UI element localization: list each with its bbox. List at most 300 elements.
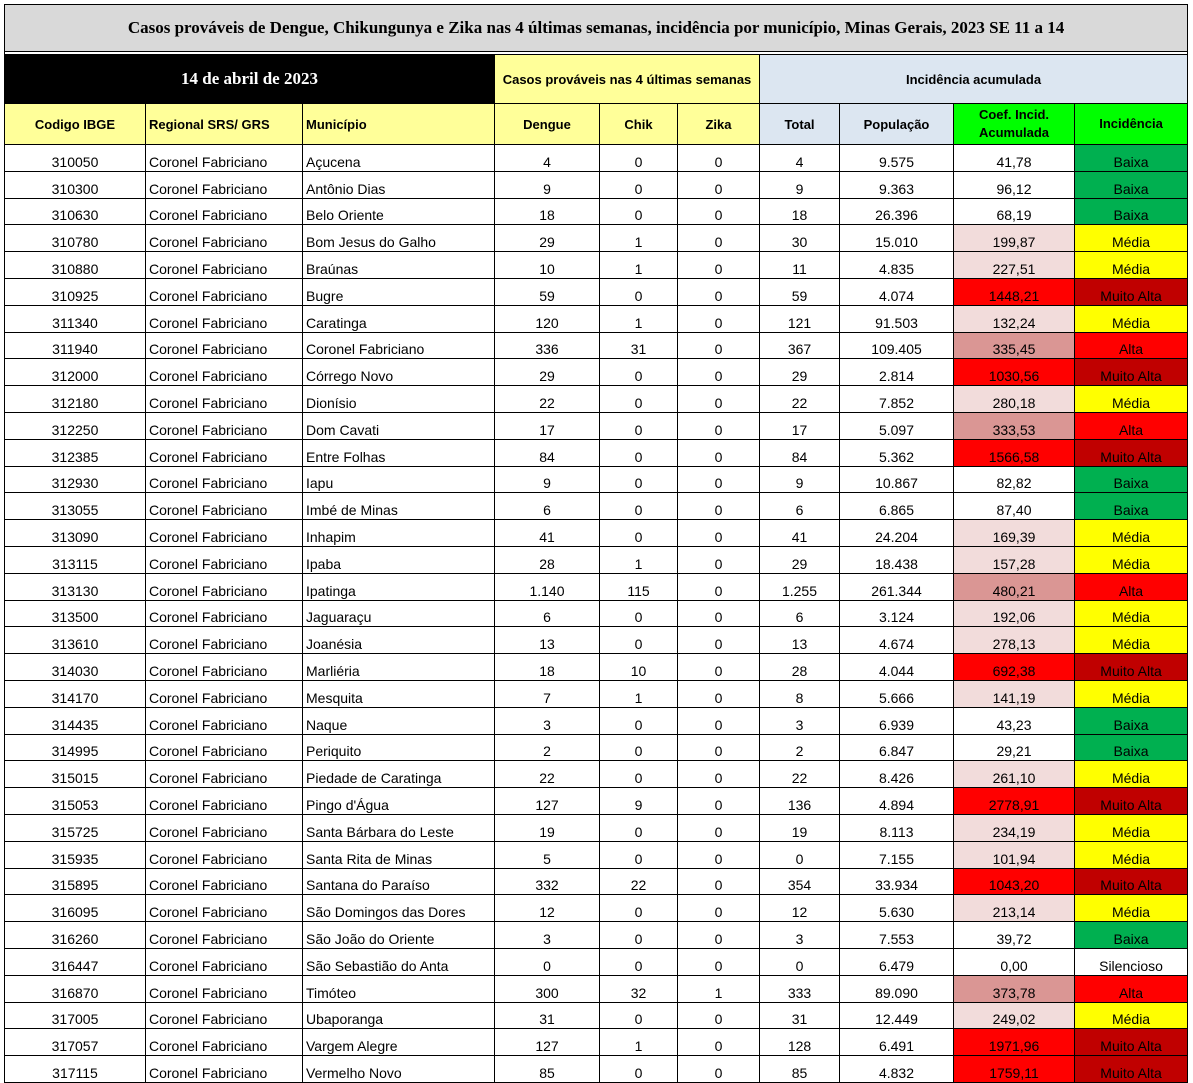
cell-chik: 0 <box>600 412 678 439</box>
cell-zika: 0 <box>678 225 760 252</box>
table-row <box>5 305 1188 332</box>
cell-populacao: 6.491 <box>840 1029 954 1056</box>
cell-zika: 0 <box>678 332 760 359</box>
table-title: Casos prováveis de Dengue, Chikungunya e Zika nas 4 últimas semanas, incidência por município, Minas Gerais, 2023 SE 11 a 14 <box>5 5 1188 52</box>
incidence-table <box>4 4 1188 1083</box>
cell-chik: 0 <box>600 627 678 654</box>
cell-zika: 1 <box>678 975 760 1002</box>
cell-total: 2 <box>760 734 840 761</box>
cell-regional: Coronel Fabriciano <box>146 145 303 172</box>
cell-total: 3 <box>760 707 840 734</box>
col-header-dengue: Dengue <box>495 104 600 145</box>
cell-total: 4 <box>760 145 840 172</box>
cell-regional: Coronel Fabriciano <box>146 171 303 198</box>
cell-municipio: Santa Bárbara do Leste <box>303 814 495 841</box>
cell-populacao: 5.362 <box>840 439 954 466</box>
cell-dengue: 127 <box>495 788 600 815</box>
table-row <box>5 386 1188 413</box>
cell-dengue: 28 <box>495 546 600 573</box>
cell-total: 85 <box>760 1056 840 1083</box>
table-row <box>5 1056 1188 1083</box>
cell-populacao: 5.097 <box>840 412 954 439</box>
cell-dengue: 29 <box>495 359 600 386</box>
cell-total: 11 <box>760 252 840 279</box>
cell-incidencia: Alta <box>1075 412 1188 439</box>
cell-ibge: 317005 <box>5 1002 146 1029</box>
cell-incidencia: Baixa <box>1075 198 1188 225</box>
cell-dengue: 2 <box>495 734 600 761</box>
table-row <box>5 225 1188 252</box>
cell-coef: 278,13 <box>954 627 1075 654</box>
cell-incidencia: Baixa <box>1075 145 1188 172</box>
cell-total: 19 <box>760 814 840 841</box>
cell-coef: 373,78 <box>954 975 1075 1002</box>
cell-zika: 0 <box>678 788 760 815</box>
cell-chik: 31 <box>600 332 678 359</box>
cell-populacao: 4.074 <box>840 278 954 305</box>
cell-regional: Coronel Fabriciano <box>146 573 303 600</box>
cell-zika: 0 <box>678 305 760 332</box>
table-row <box>5 493 1188 520</box>
table-row <box>5 573 1188 600</box>
cell-dengue: 127 <box>495 1029 600 1056</box>
cell-incidencia: Muito Alta <box>1075 868 1188 895</box>
report-date: 14 de abril de 2023 <box>5 55 495 104</box>
cell-dengue: 4 <box>495 145 600 172</box>
cell-dengue: 9 <box>495 171 600 198</box>
col-header-zika: Zika <box>678 104 760 145</box>
cell-total: 0 <box>760 841 840 868</box>
cell-zika: 0 <box>678 252 760 279</box>
cell-incidencia: Muito Alta <box>1075 1029 1188 1056</box>
cell-coef: 169,39 <box>954 520 1075 547</box>
cell-total: 9 <box>760 466 840 493</box>
cell-coef: 68,19 <box>954 198 1075 225</box>
cell-incidencia: Média <box>1075 305 1188 332</box>
cell-incidencia: Muito Alta <box>1075 439 1188 466</box>
cell-coef: 43,23 <box>954 707 1075 734</box>
cell-coef: 157,28 <box>954 546 1075 573</box>
table-row <box>5 788 1188 815</box>
cell-regional: Coronel Fabriciano <box>146 546 303 573</box>
cell-chik: 0 <box>600 1056 678 1083</box>
table-body <box>5 145 1188 1083</box>
cell-chik: 1 <box>600 1029 678 1056</box>
cell-ibge: 310925 <box>5 278 146 305</box>
table-row <box>5 332 1188 359</box>
cell-dengue: 5 <box>495 841 600 868</box>
cell-populacao: 261.344 <box>840 573 954 600</box>
cell-municipio: Ipatinga <box>303 573 495 600</box>
cell-incidencia: Média <box>1075 841 1188 868</box>
cell-total: 128 <box>760 1029 840 1056</box>
cell-coef: 29,21 <box>954 734 1075 761</box>
cell-chik: 22 <box>600 868 678 895</box>
cell-zika: 0 <box>678 573 760 600</box>
cell-zika: 0 <box>678 734 760 761</box>
cell-chik: 0 <box>600 439 678 466</box>
cell-zika: 0 <box>678 386 760 413</box>
cell-populacao: 91.503 <box>840 305 954 332</box>
cell-coef: 692,38 <box>954 654 1075 681</box>
cell-regional: Coronel Fabriciano <box>146 412 303 439</box>
cell-zika: 0 <box>678 412 760 439</box>
cell-incidencia: Alta <box>1075 332 1188 359</box>
cell-dengue: 0 <box>495 948 600 975</box>
cell-ibge: 313500 <box>5 600 146 627</box>
cell-municipio: Bugre <box>303 278 495 305</box>
cell-zika: 0 <box>678 278 760 305</box>
cell-incidencia: Muito Alta <box>1075 359 1188 386</box>
table-row <box>5 198 1188 225</box>
cell-dengue: 10 <box>495 252 600 279</box>
cell-municipio: Córrego Novo <box>303 359 495 386</box>
table-row <box>5 680 1188 707</box>
cell-zika: 0 <box>678 895 760 922</box>
cell-municipio: Vargem Alegre <box>303 1029 495 1056</box>
col-header-chik: Chik <box>600 104 678 145</box>
cell-regional: Coronel Fabriciano <box>146 252 303 279</box>
cell-municipio: Santa Rita de Minas <box>303 841 495 868</box>
cell-municipio: São Sebastião do Anta <box>303 948 495 975</box>
cell-total: 121 <box>760 305 840 332</box>
cell-total: 84 <box>760 439 840 466</box>
cell-municipio: Belo Oriente <box>303 198 495 225</box>
cell-incidencia: Baixa <box>1075 493 1188 520</box>
cell-regional: Coronel Fabriciano <box>146 278 303 305</box>
cell-incidencia: Média <box>1075 252 1188 279</box>
cell-chik: 0 <box>600 493 678 520</box>
cell-incidencia: Baixa <box>1075 466 1188 493</box>
cell-regional: Coronel Fabriciano <box>146 895 303 922</box>
cell-chik: 0 <box>600 895 678 922</box>
cell-dengue: 7 <box>495 680 600 707</box>
table-row <box>5 814 1188 841</box>
cell-populacao: 8.113 <box>840 814 954 841</box>
cell-chik: 0 <box>600 841 678 868</box>
cell-regional: Coronel Fabriciano <box>146 386 303 413</box>
cell-populacao: 18.438 <box>840 546 954 573</box>
table-row <box>5 895 1188 922</box>
table-row <box>5 734 1188 761</box>
cell-chik: 0 <box>600 520 678 547</box>
cell-ibge: 310780 <box>5 225 146 252</box>
col-header-regional: Regional SRS/ GRS <box>146 104 303 145</box>
cell-coef: 335,45 <box>954 332 1075 359</box>
cell-incidencia: Silencioso <box>1075 948 1188 975</box>
cell-total: 31 <box>760 1002 840 1029</box>
cell-zika: 0 <box>678 1002 760 1029</box>
cell-ibge: 313055 <box>5 493 146 520</box>
cell-regional: Coronel Fabriciano <box>146 788 303 815</box>
cell-municipio: Joanésia <box>303 627 495 654</box>
cell-ibge: 314030 <box>5 654 146 681</box>
cell-chik: 10 <box>600 654 678 681</box>
cell-dengue: 17 <box>495 412 600 439</box>
cell-ibge: 312250 <box>5 412 146 439</box>
cell-total: 8 <box>760 680 840 707</box>
cell-ibge: 315935 <box>5 841 146 868</box>
cell-dengue: 1.140 <box>495 573 600 600</box>
cell-zika: 0 <box>678 520 760 547</box>
cell-coef: 333,53 <box>954 412 1075 439</box>
cell-incidencia: Alta <box>1075 975 1188 1002</box>
cell-chik: 115 <box>600 573 678 600</box>
cell-coef: 280,18 <box>954 386 1075 413</box>
cell-chik: 0 <box>600 1002 678 1029</box>
cell-populacao: 26.396 <box>840 198 954 225</box>
cell-zika: 0 <box>678 1029 760 1056</box>
table-row <box>5 868 1188 895</box>
cell-incidencia: Média <box>1075 895 1188 922</box>
cell-chik: 0 <box>600 814 678 841</box>
cell-zika: 0 <box>678 922 760 949</box>
cell-coef: 1448,21 <box>954 278 1075 305</box>
cell-populacao: 7.553 <box>840 922 954 949</box>
cell-total: 22 <box>760 386 840 413</box>
cell-populacao: 8.426 <box>840 761 954 788</box>
cell-coef: 82,82 <box>954 466 1075 493</box>
cell-coef: 39,72 <box>954 922 1075 949</box>
col-header-ibge: Codigo IBGE <box>5 104 146 145</box>
cell-municipio: Naque <box>303 707 495 734</box>
cell-municipio: Mesquita <box>303 680 495 707</box>
cell-total: 136 <box>760 788 840 815</box>
cell-populacao: 5.630 <box>840 895 954 922</box>
cell-populacao: 12.449 <box>840 1002 954 1029</box>
cell-dengue: 300 <box>495 975 600 1002</box>
table-row <box>5 761 1188 788</box>
cell-incidencia: Baixa <box>1075 922 1188 949</box>
col-header-populacao: População <box>840 104 954 145</box>
cell-populacao: 33.934 <box>840 868 954 895</box>
cell-chik: 1 <box>600 225 678 252</box>
cell-regional: Coronel Fabriciano <box>146 439 303 466</box>
cell-ibge: 312000 <box>5 359 146 386</box>
cell-populacao: 7.155 <box>840 841 954 868</box>
cell-populacao: 6.847 <box>840 734 954 761</box>
cell-zika: 0 <box>678 171 760 198</box>
cell-chik: 0 <box>600 386 678 413</box>
cell-zika: 0 <box>678 627 760 654</box>
cell-ibge: 311340 <box>5 305 146 332</box>
table-row <box>5 948 1188 975</box>
cell-populacao: 109.405 <box>840 332 954 359</box>
cell-total: 6 <box>760 493 840 520</box>
cell-zika: 0 <box>678 761 760 788</box>
cell-ibge: 312385 <box>5 439 146 466</box>
cell-municipio: Pingo d'Água <box>303 788 495 815</box>
cell-total: 9 <box>760 171 840 198</box>
cell-coef: 132,24 <box>954 305 1075 332</box>
table-row <box>5 627 1188 654</box>
cell-populacao: 15.010 <box>840 225 954 252</box>
cell-zika: 0 <box>678 707 760 734</box>
cell-coef: 1043,20 <box>954 868 1075 895</box>
group-header-cases: Casos prováveis nas 4 últimas semanas <box>495 55 760 104</box>
cell-municipio: Vermelho Novo <box>303 1056 495 1083</box>
cell-dengue: 18 <box>495 654 600 681</box>
cell-municipio: Timóteo <box>303 975 495 1002</box>
table-row <box>5 520 1188 547</box>
cell-incidencia: Média <box>1075 386 1188 413</box>
cell-municipio: Antônio Dias <box>303 171 495 198</box>
cell-regional: Coronel Fabriciano <box>146 868 303 895</box>
cell-ibge: 315015 <box>5 761 146 788</box>
cell-incidencia: Média <box>1075 520 1188 547</box>
cell-ibge: 310880 <box>5 252 146 279</box>
cell-regional: Coronel Fabriciano <box>146 680 303 707</box>
cell-incidencia: Média <box>1075 600 1188 627</box>
cell-chik: 0 <box>600 600 678 627</box>
cell-total: 6 <box>760 600 840 627</box>
cell-ibge: 315053 <box>5 788 146 815</box>
cell-populacao: 89.090 <box>840 975 954 1002</box>
cell-total: 59 <box>760 278 840 305</box>
cell-municipio: Açucena <box>303 145 495 172</box>
table-row <box>5 600 1188 627</box>
cell-dengue: 13 <box>495 627 600 654</box>
cell-populacao: 4.894 <box>840 788 954 815</box>
cell-ibge: 313610 <box>5 627 146 654</box>
cell-total: 12 <box>760 895 840 922</box>
table-row <box>5 922 1188 949</box>
cell-municipio: Ubaporanga <box>303 1002 495 1029</box>
cell-incidencia: Alta <box>1075 573 1188 600</box>
cell-populacao: 6.865 <box>840 493 954 520</box>
cell-municipio: Bom Jesus do Galho <box>303 225 495 252</box>
cell-populacao: 10.867 <box>840 466 954 493</box>
cell-regional: Coronel Fabriciano <box>146 627 303 654</box>
col-header-coef: Coef. Incid. Acumulada <box>954 104 1075 145</box>
cell-dengue: 84 <box>495 439 600 466</box>
cell-coef: 1759,11 <box>954 1056 1075 1083</box>
cell-dengue: 9 <box>495 466 600 493</box>
cell-populacao: 7.852 <box>840 386 954 413</box>
cell-coef: 96,12 <box>954 171 1075 198</box>
cell-ibge: 315895 <box>5 868 146 895</box>
cell-incidencia: Média <box>1075 814 1188 841</box>
cell-chik: 0 <box>600 466 678 493</box>
cell-coef: 227,51 <box>954 252 1075 279</box>
cell-ibge: 310050 <box>5 145 146 172</box>
cell-populacao: 4.832 <box>840 1056 954 1083</box>
cell-populacao: 24.204 <box>840 520 954 547</box>
cell-ibge: 316870 <box>5 975 146 1002</box>
cell-total: 41 <box>760 520 840 547</box>
cell-ibge: 316095 <box>5 895 146 922</box>
table-row <box>5 171 1188 198</box>
cell-municipio: Jaguaraçu <box>303 600 495 627</box>
cell-municipio: Braúnas <box>303 252 495 279</box>
cell-total: 0 <box>760 948 840 975</box>
cell-total: 3 <box>760 922 840 949</box>
cell-municipio: São João do Oriente <box>303 922 495 949</box>
cell-municipio: Piedade de Caratinga <box>303 761 495 788</box>
cell-coef: 41,78 <box>954 145 1075 172</box>
cell-coef: 261,10 <box>954 761 1075 788</box>
cell-zika: 0 <box>678 359 760 386</box>
cell-regional: Coronel Fabriciano <box>146 332 303 359</box>
cell-regional: Coronel Fabriciano <box>146 1029 303 1056</box>
cell-zika: 0 <box>678 493 760 520</box>
cell-ibge: 313130 <box>5 573 146 600</box>
cell-dengue: 19 <box>495 814 600 841</box>
cell-regional: Coronel Fabriciano <box>146 841 303 868</box>
cell-total: 13 <box>760 627 840 654</box>
col-header-municipio: Município <box>303 104 495 145</box>
table-row <box>5 1002 1188 1029</box>
cell-incidencia: Muito Alta <box>1075 278 1188 305</box>
table-row <box>5 1029 1188 1056</box>
cell-regional: Coronel Fabriciano <box>146 948 303 975</box>
table-row <box>5 252 1188 279</box>
cell-dengue: 31 <box>495 1002 600 1029</box>
cell-coef: 199,87 <box>954 225 1075 252</box>
cell-municipio: Periquito <box>303 734 495 761</box>
cell-coef: 0,00 <box>954 948 1075 975</box>
cell-regional: Coronel Fabriciano <box>146 359 303 386</box>
cell-ibge: 317115 <box>5 1056 146 1083</box>
cell-zika: 0 <box>678 466 760 493</box>
cell-dengue: 85 <box>495 1056 600 1083</box>
cell-regional: Coronel Fabriciano <box>146 305 303 332</box>
cell-total: 28 <box>760 654 840 681</box>
cell-ibge: 310630 <box>5 198 146 225</box>
cell-populacao: 2.814 <box>840 359 954 386</box>
table-row <box>5 975 1188 1002</box>
cell-total: 29 <box>760 546 840 573</box>
cell-chik: 1 <box>600 305 678 332</box>
cell-incidencia: Muito Alta <box>1075 788 1188 815</box>
cell-chik: 0 <box>600 922 678 949</box>
cell-chik: 1 <box>600 546 678 573</box>
cell-zika: 0 <box>678 1056 760 1083</box>
cell-coef: 1971,96 <box>954 1029 1075 1056</box>
cell-populacao: 6.479 <box>840 948 954 975</box>
table-row <box>5 466 1188 493</box>
cell-chik: 0 <box>600 734 678 761</box>
cell-municipio: Caratinga <box>303 305 495 332</box>
cell-ibge: 311940 <box>5 332 146 359</box>
cell-incidencia: Baixa <box>1075 734 1188 761</box>
cell-coef: 192,06 <box>954 600 1075 627</box>
cell-total: 18 <box>760 198 840 225</box>
cell-dengue: 3 <box>495 922 600 949</box>
cell-populacao: 6.939 <box>840 707 954 734</box>
cell-municipio: Inhapim <box>303 520 495 547</box>
cell-chik: 1 <box>600 252 678 279</box>
cell-populacao: 3.124 <box>840 600 954 627</box>
cell-ibge: 317057 <box>5 1029 146 1056</box>
cell-coef: 213,14 <box>954 895 1075 922</box>
cell-regional: Coronel Fabriciano <box>146 734 303 761</box>
table-row <box>5 707 1188 734</box>
cell-municipio: Iapu <box>303 466 495 493</box>
group-header-incidence: Incidência acumulada <box>760 55 1188 104</box>
cell-dengue: 29 <box>495 225 600 252</box>
cell-chik: 0 <box>600 359 678 386</box>
cell-incidencia: Média <box>1075 1002 1188 1029</box>
cell-municipio: Marliéria <box>303 654 495 681</box>
cell-ibge: 314995 <box>5 734 146 761</box>
cell-coef: 234,19 <box>954 814 1075 841</box>
cell-dengue: 120 <box>495 305 600 332</box>
cell-municipio: Dionísio <box>303 386 495 413</box>
cell-coef: 87,40 <box>954 493 1075 520</box>
cell-chik: 1 <box>600 680 678 707</box>
cell-chik: 0 <box>600 707 678 734</box>
